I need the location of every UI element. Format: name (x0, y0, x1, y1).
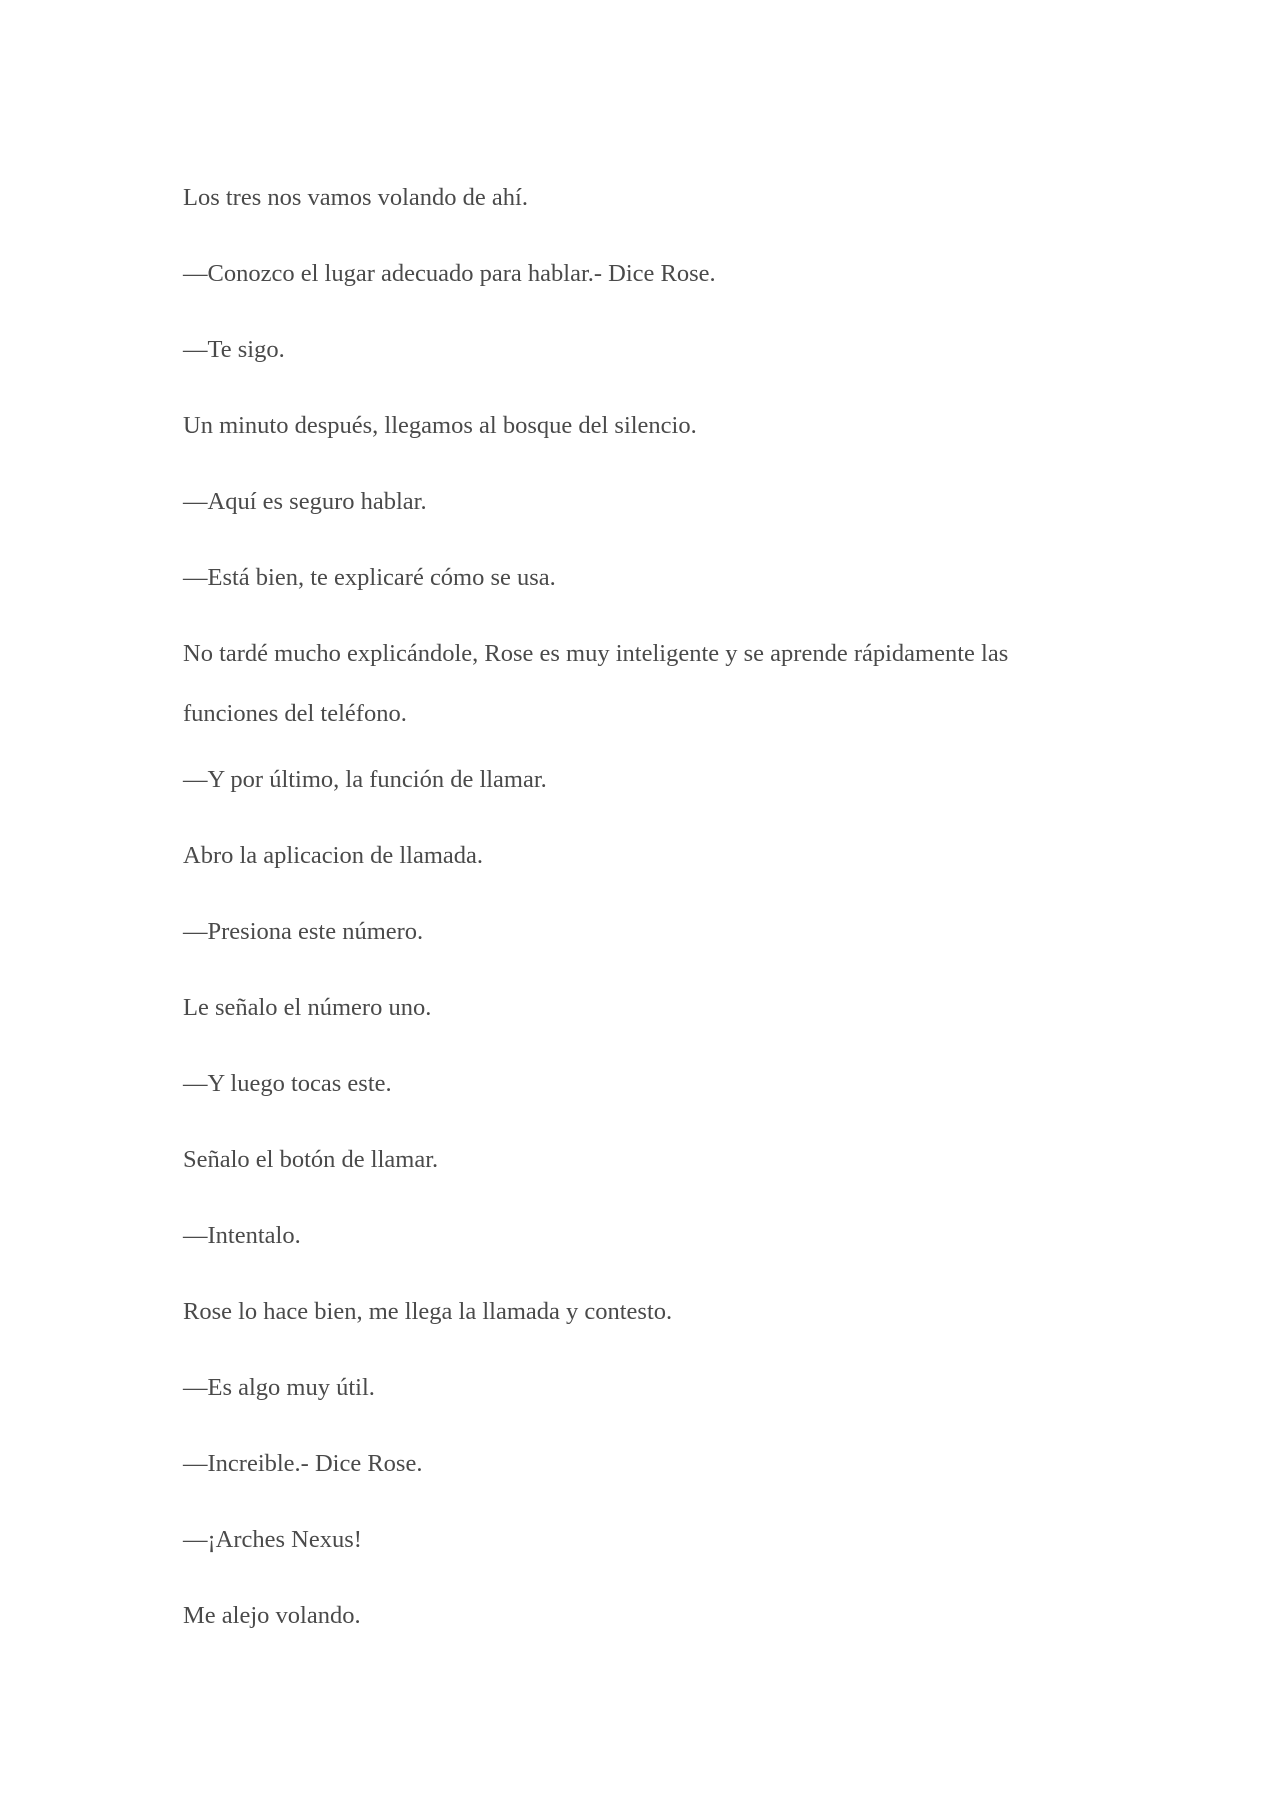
paragraph: —Y luego tocas este. (183, 1070, 392, 1097)
paragraph: —Es algo muy útil. (183, 1374, 375, 1401)
paragraph: —Y por último, la función de llamar. (183, 766, 547, 793)
paragraph: No tardé mucho explicándole, Rose es muy inteligente y se aprende rápidamente las funciones del teléfono. (183, 640, 1009, 727)
paragraph: —Conozco el lugar adecuado para hablar.- Dice Rose. (183, 260, 716, 287)
paragraph: —Increible.- Dice Rose. (183, 1450, 423, 1477)
document-body (183, 178, 1103, 1672)
paragraph: Un minuto después, llegamos al bosque del silencio. (183, 412, 697, 439)
paragraph: —¡Arches Nexus! (183, 1526, 362, 1553)
paragraph: Abro la aplicacion de llamada. (183, 842, 483, 869)
paragraph: —Presiona este número. (183, 918, 424, 945)
paragraph: Le señalo el número uno. (183, 994, 432, 1021)
paragraph: Los tres nos vamos volando de ahí. (183, 184, 528, 211)
paragraph: —Te sigo. (183, 336, 285, 363)
paragraph: —Está bien, te explicaré cómo se usa. (183, 564, 556, 591)
paragraph: Me alejo volando. (183, 1602, 361, 1629)
paragraph: —Aquí es seguro hablar. (183, 488, 427, 515)
paragraph: Señalo el botón de llamar. (183, 1146, 439, 1173)
paragraph: —Intentalo. (183, 1222, 301, 1249)
paragraph: Rose lo hace bien, me llega la llamada y contesto. (183, 1298, 673, 1325)
